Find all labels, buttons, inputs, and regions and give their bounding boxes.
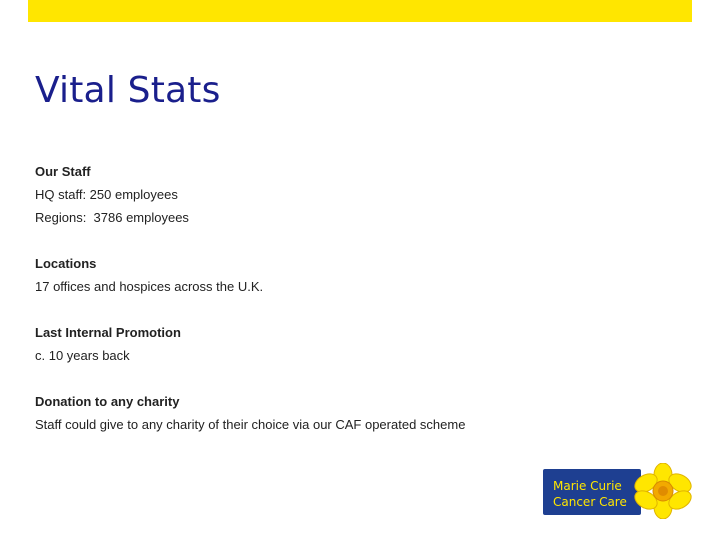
section-heading: Locations: [35, 256, 97, 271]
logo-line-1: Marie Curie: [553, 479, 622, 493]
section-line: Staff could give to any charity of their choice via our CAF operated scheme: [35, 417, 466, 432]
section-heading: Our Staff: [35, 164, 91, 179]
slide-title: Vital Stats: [35, 70, 221, 111]
section-line: c. 10 years back: [35, 348, 130, 363]
logo-line-2: Cancer Care: [553, 495, 627, 509]
section-last-internal-promotion: [35, 321, 675, 367]
marie-curie-logo: [543, 463, 693, 519]
daffodil-icon: [633, 463, 693, 519]
section-line: Regions: 3786 employees: [35, 210, 189, 225]
section-our-staff: [35, 160, 675, 229]
section-locations: [35, 252, 675, 298]
section-line: 17 offices and hospices across the U.K.: [35, 279, 264, 294]
stats-content: [35, 160, 675, 459]
section-heading: Donation to any charity: [35, 394, 180, 409]
section-heading: Last Internal Promotion: [35, 325, 181, 340]
logo-box: [543, 469, 641, 515]
logo-text: [553, 478, 627, 510]
section-donation: [35, 390, 675, 436]
top-accent-bar: [28, 0, 692, 22]
section-line: HQ staff: 250 employees: [35, 187, 178, 202]
